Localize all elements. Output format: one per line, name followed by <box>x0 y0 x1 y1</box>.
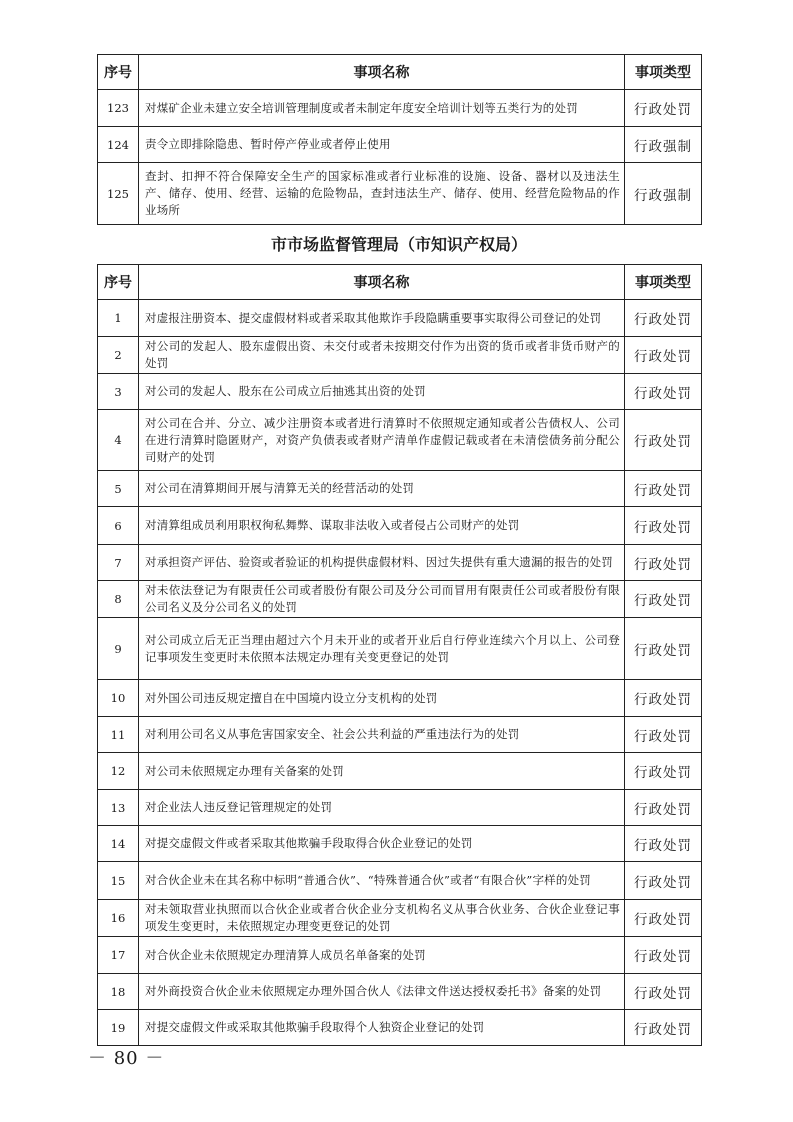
row-name: 对合伙企业未在其名称中标明“普通合伙”、“特殊普通合伙”或者“有限合伙”字样的处罚 <box>139 862 625 900</box>
row-num: 5 <box>98 471 139 507</box>
row-type: 行政处罚 <box>625 717 702 753</box>
table-row <box>98 337 702 374</box>
row-num: 19 <box>98 1010 139 1046</box>
row-name: 对公司在合并、分立、减少注册资本或者进行清算时不依照规定通知或者公告债权人、公司在进行清算时隐匿财产，对资产负债表或者财产清单作虚假记载或者在未清偿债务前分配公司财产的处罚 <box>139 410 625 471</box>
table-row <box>98 680 702 717</box>
enforcement-table-2 <box>97 264 702 1046</box>
row-name: 对外商投资合伙企业未依照规定办理外国合伙人《法律文件送达授权委托书》备案的处罚 <box>139 974 625 1010</box>
table-row <box>98 300 702 337</box>
row-name: 对企业法人违反登记管理规定的处罚 <box>139 790 625 826</box>
table-row <box>98 127 702 163</box>
table-row <box>98 974 702 1010</box>
row-type: 行政处罚 <box>625 680 702 717</box>
row-name: 对外国公司违反规定擅自在中国境内设立分支机构的处罚 <box>139 680 625 717</box>
table-header-row <box>98 265 702 300</box>
row-num: 4 <box>98 410 139 471</box>
row-type: 行政处罚 <box>625 790 702 826</box>
row-num: 125 <box>98 163 139 225</box>
page-number: － 80 － <box>88 1048 165 1069</box>
section-title: 市市场监督管理局（市知识产权局） <box>270 235 527 254</box>
row-type: 行政处罚 <box>625 471 702 507</box>
row-name: 对合伙企业未依照规定办理清算人成员名单备案的处罚 <box>139 937 625 974</box>
row-num: 6 <box>98 507 139 545</box>
header-type: 事项类型 <box>625 55 702 90</box>
row-name: 对未领取营业执照而以合伙企业或者合伙企业分支机构名义从事合伙业务、合伙企业登记事项发生变更时，未依照规定办理变更登记的处罚 <box>139 900 625 937</box>
row-num: 7 <box>98 545 139 581</box>
row-num: 13 <box>98 790 139 826</box>
table-header-row <box>98 55 702 90</box>
table-row <box>98 900 702 937</box>
row-type: 行政处罚 <box>625 300 702 337</box>
table-row <box>98 862 702 900</box>
row-name: 对公司的发起人、股东虚假出资、未交付或者未按期交付作为出资的货币或者非货币财产的处罚 <box>139 337 625 374</box>
row-num: 123 <box>98 90 139 127</box>
row-type: 行政处罚 <box>625 937 702 974</box>
enforcement-table-1 <box>97 54 702 225</box>
row-name: 查封、扣押不符合保障安全生产的国家标准或者行业标准的设施、设备、器材以及违法生产、储存、使用、经营、运输的危险物品，查封违法生产、储存、使用、经营危险物品的作业场所 <box>139 163 625 225</box>
table-row <box>98 410 702 471</box>
table-row <box>98 753 702 790</box>
row-type: 行政处罚 <box>625 618 702 680</box>
table-row <box>98 717 702 753</box>
row-name: 对清算组成员利用职权徇私舞弊、谋取非法收入或者侵占公司财产的处罚 <box>139 507 625 545</box>
row-type: 行政处罚 <box>625 545 702 581</box>
row-type: 行政处罚 <box>625 753 702 790</box>
table-row <box>98 374 702 410</box>
row-num: 11 <box>98 717 139 753</box>
row-num: 16 <box>98 900 139 937</box>
row-type: 行政处罚 <box>625 900 702 937</box>
row-num: 12 <box>98 753 139 790</box>
row-num: 18 <box>98 974 139 1010</box>
row-type: 行政处罚 <box>625 90 702 127</box>
row-num: 17 <box>98 937 139 974</box>
header-type: 事项类型 <box>625 265 702 300</box>
row-num: 1 <box>98 300 139 337</box>
row-type: 行政处罚 <box>625 374 702 410</box>
row-num: 3 <box>98 374 139 410</box>
row-name: 责令立即排除隐患、暂时停产停业或者停止使用 <box>139 127 625 163</box>
table-row <box>98 1010 702 1046</box>
row-name: 对利用公司名义从事危害国家安全、社会公共利益的严重违法行为的处罚 <box>139 717 625 753</box>
row-name: 对提交虚假文件或采取其他欺骗手段取得个人独资企业登记的处罚 <box>139 1010 625 1046</box>
table-row <box>98 507 702 545</box>
row-name: 对公司的发起人、股东在公司成立后抽逃其出资的处罚 <box>139 374 625 410</box>
row-name: 对公司在清算期间开展与清算无关的经营活动的处罚 <box>139 471 625 507</box>
table-row <box>98 826 702 862</box>
row-type: 行政处罚 <box>625 826 702 862</box>
row-type: 行政处罚 <box>625 581 702 618</box>
table-row <box>98 545 702 581</box>
row-type: 行政强制 <box>625 163 702 225</box>
row-name: 对提交虚假文件或者采取其他欺骗手段取得合伙企业登记的处罚 <box>139 826 625 862</box>
row-type: 行政处罚 <box>625 410 702 471</box>
row-name: 对煤矿企业未建立安全培训管理制度或者未制定年度安全培训计划等五类行为的处罚 <box>139 90 625 127</box>
row-type: 行政处罚 <box>625 337 702 374</box>
row-type: 行政强制 <box>625 127 702 163</box>
row-name: 对未依法登记为有限责任公司或者股份有限公司及分公司而冒用有限责任公司或者股份有限公司名义及分公司名义的处罚 <box>139 581 625 618</box>
table-row <box>98 163 702 225</box>
header-name: 事项名称 <box>139 55 625 90</box>
row-name: 对公司成立后无正当理由超过六个月未开业的或者开业后自行停业连续六个月以上、公司登记事项发生变更时未依照本法规定办理有关变更登记的处罚 <box>139 618 625 680</box>
row-num: 10 <box>98 680 139 717</box>
header-num: 序号 <box>98 55 139 90</box>
row-num: 8 <box>98 581 139 618</box>
row-name: 对虚报注册资本、提交虚假材料或者采取其他欺诈手段隐瞒重要事实取得公司登记的处罚 <box>139 300 625 337</box>
row-num: 2 <box>98 337 139 374</box>
row-num: 15 <box>98 862 139 900</box>
table-row <box>98 471 702 507</box>
row-type: 行政处罚 <box>625 974 702 1010</box>
table-row <box>98 618 702 680</box>
header-name: 事项名称 <box>139 265 625 300</box>
table-row <box>98 90 702 127</box>
table-row <box>98 937 702 974</box>
row-num: 9 <box>98 618 139 680</box>
row-name: 对承担资产评估、验资或者验证的机构提供虚假材料、因过失提供有重大遗漏的报告的处罚 <box>139 545 625 581</box>
table-row <box>98 581 702 618</box>
row-num: 14 <box>98 826 139 862</box>
row-num: 124 <box>98 127 139 163</box>
table-row <box>98 790 702 826</box>
header-num: 序号 <box>98 265 139 300</box>
row-type: 行政处罚 <box>625 507 702 545</box>
row-type: 行政处罚 <box>625 1010 702 1046</box>
row-name: 对公司未依照规定办理有关备案的处罚 <box>139 753 625 790</box>
row-type: 行政处罚 <box>625 862 702 900</box>
